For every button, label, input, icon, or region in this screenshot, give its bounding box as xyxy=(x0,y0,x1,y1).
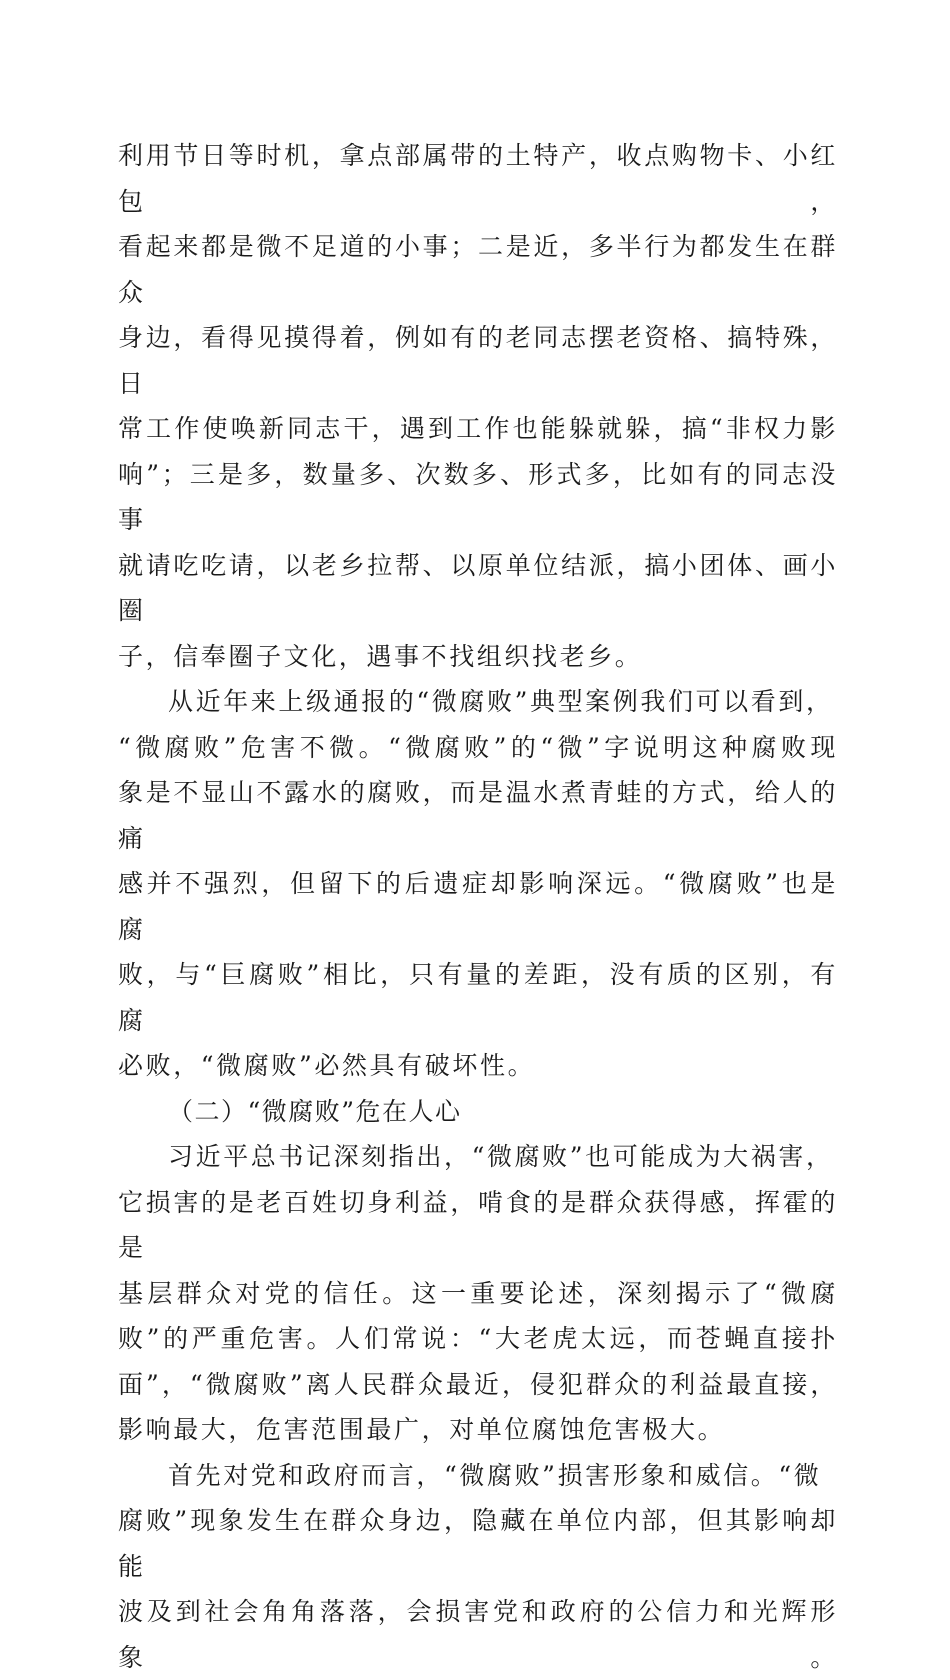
document-body xyxy=(118,133,838,1680)
text-line: “微腐败”危害不微。“微腐败”的“微”字说明这种腐败现 xyxy=(118,725,838,771)
paragraph-1 xyxy=(118,133,838,679)
section-heading xyxy=(118,1089,838,1135)
text-line: 腐败”现象发生在群众身边，隐藏在单位内部，但其影响却能 xyxy=(118,1498,838,1589)
text-line: 感并不强烈，但留下的后遗症却影响深远。“微腐败”也是腐 xyxy=(118,861,838,952)
text-line: 基层群众对党的信任。这一重要论述，深刻揭示了“微腐 xyxy=(118,1271,838,1317)
text-line: 习近平总书记深刻指出，“微腐败”也可能成为大祸害， xyxy=(118,1134,838,1180)
text-line: 身边，看得见摸得着，例如有的老同志摆老资格、搞特殊，日 xyxy=(118,315,838,406)
text-line: 首先对党和政府而言，“微腐败”损害形象和威信。“微 xyxy=(118,1453,838,1499)
text-line: 响”；三是多，数量多、次数多、形式多，比如有的同志没事 xyxy=(118,452,838,543)
text-line: 看起来都是微不足道的小事；二是近，多半行为都发生在群众 xyxy=(118,224,838,315)
text-line: 败”的严重危害。人们常说：“大老虎太远，而苍蝇直接扑 xyxy=(118,1316,838,1362)
text-line: 从近年来上级通报的“微腐败”典型案例我们可以看到， xyxy=(118,679,838,725)
text-line: 子，信奉圈子文化，遇事不找组织找老乡。 xyxy=(118,634,838,680)
heading-text: （二）“微腐败”危在人心 xyxy=(118,1089,838,1135)
text-line: 常工作使唤新同志干，遇到工作也能躲就躲，搞“非权力影 xyxy=(118,406,838,452)
text-line: 利用节日等时机，拿点部属带的土特产，收点购物卡、小红包， xyxy=(118,133,838,224)
text-line: 必败，“微腐败”必然具有破坏性。 xyxy=(118,1043,838,1089)
text-line: 它损害的是老百姓切身利益，啃食的是群众获得感，挥霍的是 xyxy=(118,1180,838,1271)
paragraph-2 xyxy=(118,679,838,1089)
text-line: 波及到社会角角落落，会损害党和政府的公信力和光辉形象。 xyxy=(118,1589,838,1680)
text-line: 象是不显山不露水的腐败，而是温水煮青蛙的方式，给人的痛 xyxy=(118,770,838,861)
text-line: 影响最大，危害范围最广，对单位腐蚀危害极大。 xyxy=(118,1407,838,1453)
paragraph-4 xyxy=(118,1453,838,1680)
text-line: 败，与“巨腐败”相比，只有量的差距，没有质的区别，有腐 xyxy=(118,952,838,1043)
text-line: 面”，“微腐败”离人民群众最近，侵犯群众的利益最直接， xyxy=(118,1362,838,1408)
text-line: 就请吃吃请，以老乡拉帮、以原单位结派，搞小团体、画小圈 xyxy=(118,543,838,634)
paragraph-3 xyxy=(118,1134,838,1453)
